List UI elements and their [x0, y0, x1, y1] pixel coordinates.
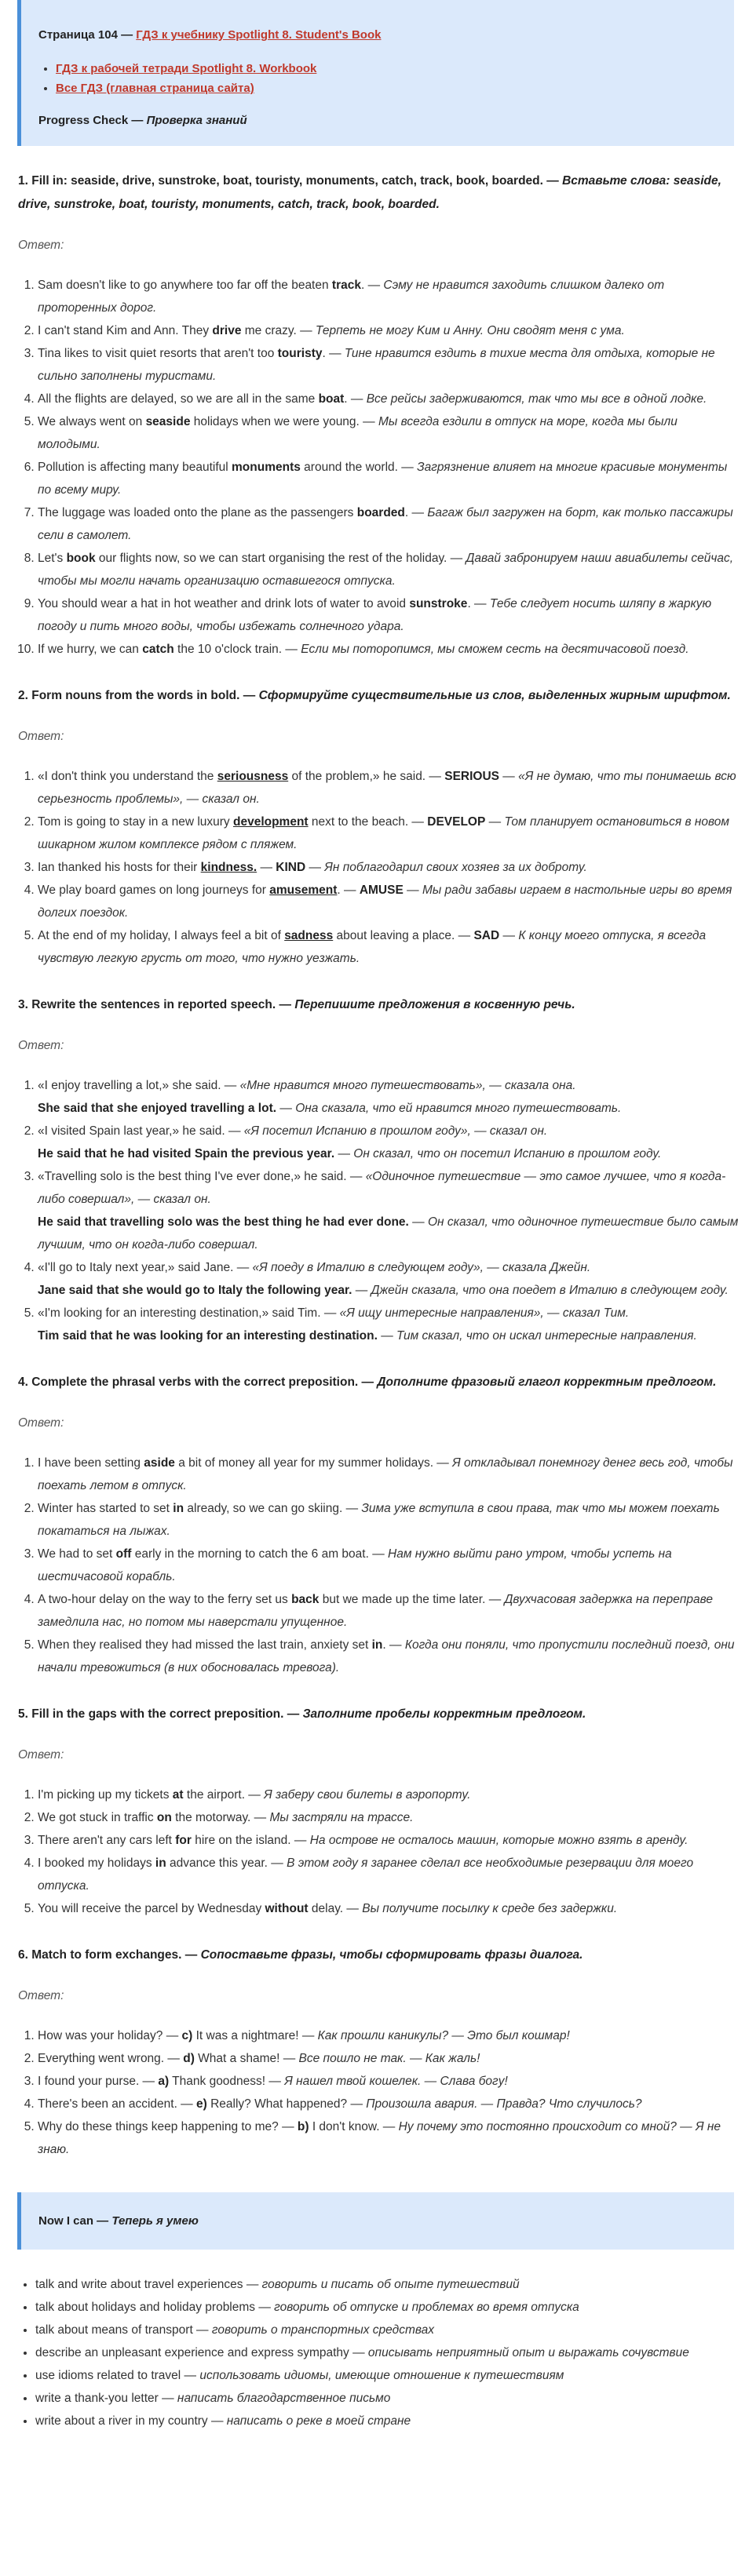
list-item: [38, 2070, 740, 2093]
translation: «Мне нравится много путешествовать», — сказала она.: [239, 1079, 576, 1092]
skill-ru: написать о реке в моей стране: [226, 2414, 411, 2428]
skill-ru: говорить и писать об опыте путешествий: [261, 2278, 520, 2291]
sentence-text: about leaving a place. —: [333, 929, 474, 942]
sentence-text: but we made up the time later. —: [319, 1593, 505, 1606]
keyword: AMUSE: [359, 884, 404, 897]
keyword: SAD: [473, 929, 500, 942]
skill-ru: написать благодарственное письмо: [177, 2392, 391, 2405]
sentence-text: the airport. —: [183, 1788, 265, 1802]
list-item: [35, 2341, 740, 2364]
sentence-text: . —: [322, 347, 345, 360]
answer-word: on: [156, 1811, 172, 1824]
sentence-text: We play board games on long journeys for: [38, 884, 270, 897]
sentence-text: next to the beach. —: [308, 815, 428, 829]
translation: К концу моего отпуска, я всегда чувствую легкую грусть от того, что нужно уезжать.: [38, 929, 707, 965]
sentence-text: Sam doesn't like to go anywhere too far off the beaten: [38, 279, 332, 292]
sentence-text: If we hurry, we can: [38, 643, 143, 656]
page-label: Страница 104 —: [38, 28, 137, 42]
list-item: [38, 319, 740, 342]
skill-en: use idioms related to travel —: [35, 2369, 200, 2382]
sentence-text: The luggage was loaded onto the plane as the passengers: [38, 506, 357, 519]
task-title-ru: Сопоставьте фразы, чтобы сформировать фразы диалога.: [200, 1948, 583, 1962]
answer-word: seaside: [145, 415, 191, 428]
answer-label: Ответ:: [18, 239, 64, 252]
reported-speech: Jane said that she would go to Italy the following year.: [38, 1284, 352, 1297]
translation: Ну почему это постоянно происходит со мной? — Я не знаю.: [38, 2120, 721, 2156]
skill-en: talk about holidays and holiday problems —: [35, 2301, 275, 2314]
header-link-item: [56, 78, 717, 98]
list-item: [35, 2319, 740, 2341]
keyword: KIND: [276, 861, 306, 874]
keyword: DEVELOP: [427, 815, 486, 829]
sentence-text: holidays when we were young. —: [190, 415, 378, 428]
task-5-title: [18, 1703, 740, 1726]
sentence-text: of the problem,» he said. —: [288, 770, 445, 783]
progress-check-en: Progress Check —: [38, 114, 147, 127]
translation: Багаж был загружен на борт, как только пассажиры сели в самолет.: [38, 506, 733, 542]
answer-word: off: [115, 1547, 132, 1561]
keyword: SERIOUS: [444, 770, 499, 783]
sentence-text: advance this year. —: [166, 1856, 287, 1870]
answer-word: book: [66, 552, 96, 565]
sentence-text: What a shame! —: [194, 2052, 299, 2065]
sentence-text: We got stuck in traffic: [38, 1811, 157, 1824]
skill-ru: описывать неприятный опыт и выражать сочувствие: [367, 2346, 689, 2359]
list-item: [38, 1543, 740, 1588]
translation: Тебе следует носить шляпу в жаркую погоду и пить много воды, чтобы избежать солнечного удара.: [38, 597, 712, 633]
sentence-text: All the flights are delayed, so we are all in the same: [38, 392, 319, 406]
sentence-text: around the world. —: [300, 461, 418, 474]
list-item: [38, 879, 740, 924]
sentence-text: delay. —: [308, 1902, 363, 1915]
dash: —: [499, 770, 519, 783]
translation: Как прошли каникулы? — Это был кошмар!: [317, 2029, 570, 2042]
sentence-text: It was a nightmare! —: [192, 2029, 318, 2042]
list-item: [38, 638, 740, 661]
sentence-text: . —: [404, 506, 428, 519]
list-item: [38, 1256, 740, 1302]
answer-word: at: [172, 1788, 184, 1802]
dash: —: [403, 884, 422, 897]
sentence-text: early in the morning to catch the 6 am boat. —: [131, 1547, 388, 1561]
task-title-ru: Заполните пробелы корректным предлогом.: [302, 1707, 586, 1721]
list-item: [38, 274, 740, 319]
list-item: [38, 592, 740, 638]
translation: Она сказала, что ей нравится много путешествовать.: [295, 1102, 622, 1115]
sentence-text: I found your purse. —: [38, 2075, 159, 2088]
translation: Сэму не нравится заходить слишком далеко от проторенных дорог.: [38, 279, 665, 315]
sentence-text: I'm picking up my tickets: [38, 1788, 173, 1802]
list-item: [38, 1452, 740, 1497]
translation: Все пошло не так. — Как жаль!: [298, 2052, 480, 2065]
sentence-text: Tom is going to stay in a new luxury: [38, 815, 233, 829]
answer-word: track: [331, 279, 361, 292]
sentence-text: At the end of my holiday, I always feel a bit of: [38, 929, 285, 942]
answer-word: d): [183, 2052, 195, 2065]
sentence-text: I booked my holidays: [38, 1856, 155, 1870]
list-item: [38, 856, 740, 879]
sentence-text: Winter has started to set: [38, 1502, 173, 1515]
list-item: [38, 1852, 740, 1897]
skill-en: talk about means of transport —: [35, 2323, 212, 2337]
sentence-text: . —: [360, 279, 384, 292]
translation: Он сказал, что одиночное путешествие было самым лучшим, что он когда-либо совершал.: [38, 1215, 739, 1252]
task-title-ru: Перепишите предложения в косвенную речь.: [294, 998, 575, 1011]
list-item: [38, 1784, 740, 1806]
sentence-text: Everything went wrong. —: [38, 2052, 184, 2065]
task-6-answers: [18, 2024, 740, 2161]
list-item: [38, 2115, 740, 2161]
sentence-text: Let's: [38, 552, 67, 565]
sentence-text: . —: [337, 884, 360, 897]
task-4-title: [18, 1371, 740, 1394]
translation: Давай забронируем наши авиабилеты сейчас, чтобы мы могли начать организацию оставшегося отпуска.: [38, 552, 734, 588]
list-item: [38, 456, 740, 501]
translation: Тине нравится ездить в тихие места для отдыха, которые не сильно заполнены туристами.: [38, 347, 715, 383]
list-item: [38, 2024, 740, 2047]
skill-en: talk and write about travel experiences —: [35, 2278, 262, 2291]
translation: «Я не думаю, что ты понимаешь всю серьезность проблемы», — сказал он.: [38, 770, 736, 806]
list-item: [38, 1588, 740, 1634]
list-item: [38, 2093, 740, 2115]
answer-word: monuments: [232, 461, 301, 474]
answer-word: drive: [212, 324, 242, 337]
sentence-text: We had to set: [38, 1547, 116, 1561]
list-item: [38, 1829, 740, 1852]
reported-speech: Tim said that he was looking for an interesting destination.: [38, 1329, 378, 1343]
task-5-answers: [18, 1784, 740, 1920]
task-title-en: 5. Fill in the gaps with the correct preposition. —: [18, 1707, 303, 1721]
now-i-can-ru: Теперь я умею: [111, 2214, 199, 2228]
translation: Том планирует остановиться в новом шикарном жилом комплексе рядом с пляжем.: [38, 815, 730, 851]
answer-label: Ответ:: [18, 1748, 64, 1762]
answer-word: back: [291, 1593, 320, 1606]
task-4-answers: [18, 1452, 740, 1679]
sentence-text: Ian thanked his hosts for their: [38, 861, 201, 874]
answer-word: boat: [318, 392, 345, 406]
task-1-answers: [18, 274, 740, 661]
translation: Вы получите посылку к среде без задержки.: [362, 1902, 618, 1915]
translation: Все рейсы задерживаются, так что мы все в одной лодке.: [366, 392, 707, 406]
translation: Нам нужно выйти рано утром, чтобы успеть на шестичасовой корабль.: [38, 1547, 672, 1583]
translation: Мы всегда ездили в отпуск на море, когда мы были молодыми.: [38, 415, 677, 451]
progress-check-ru: Проверка знаний: [146, 114, 247, 127]
answer-word: aside: [144, 1456, 175, 1470]
translation: Джейн сказала, что она поедет в Италию в следующем году.: [371, 1284, 729, 1297]
translation: «Я посетил Испанию в прошлом году», — сказал он.: [243, 1124, 548, 1138]
list-item: [38, 1074, 740, 1120]
sentence-text: the motorway. —: [171, 1811, 270, 1824]
translation: Ян поблагодарил своих хозяев за их доброту.: [324, 861, 587, 874]
list-item: [38, 1120, 740, 1165]
now-i-can-box: [17, 2192, 734, 2250]
list-item: [38, 1634, 740, 1679]
translation: Мы ради забавы играем в настольные игры во время долгих поездок.: [38, 884, 732, 920]
header-info-box: [17, 0, 734, 146]
sentence-text: You should wear a hat in hot weather and drink lots of water to avoid: [38, 597, 410, 610]
translation: Терпеть не могу Kим и Анну. Они сводят меня с ума.: [315, 324, 625, 337]
translation: Двухчасовая задержка на переправе замедлила нас, но потом мы наверстали упущенное.: [38, 1593, 713, 1629]
sentence-text: We always went on: [38, 415, 146, 428]
page-heading: [38, 24, 717, 46]
task-1-title: [18, 169, 740, 217]
sentence-text: How was your holiday? —: [38, 2029, 182, 2042]
sentence-text: You will receive the parcel by Wednesday: [38, 1902, 265, 1915]
translation: Тим сказал, что он искал интересные направления.: [396, 1329, 697, 1343]
translation: «Одиночное путешествие — это самое лучшее, что я когда-либо совершал», — сказал он.: [38, 1170, 726, 1206]
task-3-title: [18, 993, 740, 1017]
sentence-text: Pollution is affecting many beautiful: [38, 461, 232, 474]
skill-ru: говорить о транспортных средствах: [211, 2323, 434, 2337]
answer-word: sadness: [284, 929, 334, 942]
answer-word: catch: [142, 643, 174, 656]
sentence-text: I don't know. —: [309, 2120, 399, 2133]
answer-word: boarded: [356, 506, 405, 519]
skill-ru: использовать идиомы, имеющие отношение к путешествиям: [199, 2369, 564, 2382]
answer-word: seriousness: [217, 770, 289, 783]
sentence-text: the 10 o'clock train. —: [173, 643, 301, 656]
answer-word: without: [265, 1902, 309, 1915]
list-item: [38, 1897, 740, 1920]
translation: Я нашел твой кошелек. — Слава богу!: [284, 2075, 508, 2088]
progress-check-title: [38, 109, 717, 132]
translation: Произошла авария. — Правда? Что случилось?: [366, 2097, 642, 2111]
translation: Загрязнение влияет на многие красивые монументы по всему миру.: [38, 461, 728, 497]
list-item: [38, 501, 740, 547]
skill-en: write about a river in my country —: [35, 2414, 227, 2428]
direct-speech: «I visited Spain last year,» he said. —: [38, 1124, 244, 1138]
list-item: [38, 2047, 740, 2070]
list-item: [38, 547, 740, 592]
translation: «Я ищу интересные направления», — сказал Тим.: [339, 1306, 630, 1320]
list-item: [38, 1302, 740, 1347]
answer-word: in: [173, 1502, 184, 1515]
list-item: [35, 2273, 740, 2296]
dash: —: [408, 1215, 428, 1229]
task-title-ru: Вставьте слова: seaside, drive, sunstroke, boat, touristy, monuments, catch, track, book, boarded.: [18, 174, 721, 211]
list-item: [38, 1165, 740, 1256]
sentence-text: Tina likes to visit quiet resorts that aren't too: [38, 347, 278, 360]
sentence-text: . —: [344, 392, 367, 406]
list-item: [38, 1497, 740, 1543]
answer-label: Ответ:: [18, 1416, 64, 1430]
translation: Когда они поняли, что пропустили последний поезд, они начали тревожиться (в них обосновалась тревога).: [38, 1638, 735, 1674]
skill-en: write a thank-you letter —: [35, 2392, 177, 2405]
answer-word: e): [196, 2097, 207, 2111]
sentence-text: There aren't any cars left: [38, 1834, 176, 1847]
task-title-en: 6. Match to form exchanges. —: [18, 1948, 201, 1962]
dash: —: [305, 861, 325, 874]
reported-speech: She said that she enjoyed travelling a lot.: [38, 1102, 277, 1115]
list-item: [38, 1806, 740, 1829]
list-item: [38, 811, 740, 856]
task-title-en: 4. Complete the phrasal verbs with the correct preposition. —: [18, 1375, 378, 1389]
answer-word: c): [181, 2029, 193, 2042]
list-item: [35, 2410, 740, 2432]
answer-word: in: [155, 1856, 166, 1870]
task-title-en: 3. Rewrite the sentences in reported speech. —: [18, 998, 295, 1011]
answer-word: development: [232, 815, 309, 829]
sentence-text: A two-hour delay on the way to the ferry set us: [38, 1593, 292, 1606]
answer-word: a): [158, 2075, 170, 2088]
list-item: [38, 342, 740, 388]
list-item: [38, 924, 740, 970]
task-title-en: 1. Fill in: seaside, drive, sunstroke, boat, touristy, monuments, catch, track, book, boarded. —: [18, 174, 563, 188]
task-title-ru: Сформируйте существительные из слов, выделенных жирным шрифтом.: [258, 689, 731, 702]
now-i-can-list: [18, 2273, 740, 2432]
translation: Если мы поторопимся, мы сможем сесть на десятичасовой поезд.: [301, 643, 689, 656]
direct-speech: «Travelling solo is the best thing I've ever done,» he said. —: [38, 1170, 366, 1183]
answer-word: sunstroke: [409, 597, 468, 610]
answer-label: Ответ:: [18, 1039, 64, 1052]
list-item: [38, 765, 740, 811]
skill-en: describe an unpleasant experience and express sympathy —: [35, 2346, 368, 2359]
dash: —: [485, 815, 505, 829]
list-item: [38, 410, 740, 456]
translation: Я откладывал понемногу денег весь год, чтобы поехать летом в отпуск.: [38, 1456, 733, 1492]
sentence-text: There's been an accident. —: [38, 2097, 196, 2111]
sentence-text: When they realised they had missed the last train, anxiety set: [38, 1638, 372, 1652]
answer-label: Ответ:: [18, 730, 64, 743]
translation: На острове не осталось машин, которые можно взять в аренду.: [309, 1834, 688, 1847]
now-i-can-en: Now I can —: [38, 2214, 112, 2228]
translation: В этом году я заранее сделал все необходимые резервации для моего отпуска.: [38, 1856, 694, 1893]
sentence-text: Really? What happened? —: [206, 2097, 367, 2111]
answer-word: kindness.: [200, 861, 257, 874]
task-2-title: [18, 684, 740, 708]
header-link-item: [56, 59, 717, 78]
sentence-text: Thank goodness! —: [169, 2075, 285, 2088]
task-3-answers: [18, 1074, 740, 1347]
sentence-text: hire on the island. —: [191, 1834, 310, 1847]
reported-speech: He said that travelling solo was the best thing he had ever done.: [38, 1215, 409, 1229]
answer-label: Ответ:: [18, 1989, 64, 2002]
all-gdz-link[interactable]: Все ГДЗ (главная страница сайта): [56, 82, 254, 95]
header-links: [38, 59, 717, 98]
dash: —: [499, 929, 519, 942]
dash: —: [276, 1102, 296, 1115]
list-item: [38, 388, 740, 410]
skill-ru: говорить об отпуске и проблемах во время отпуска: [274, 2301, 579, 2314]
translation: Я заберу свои билеты в аэропорту.: [264, 1788, 471, 1802]
translation: Зима уже вступила в свои права, так что мы можем поехать покататься на лыжах.: [38, 1502, 720, 1538]
direct-speech: «I'll go to Italy next year,» said Jane. —: [38, 1261, 253, 1274]
dash: —: [377, 1329, 397, 1343]
task-title-en: 2. Form nouns from the words in bold. —: [18, 689, 259, 702]
sentence-text: a bit of money all year for my summer holidays. —: [174, 1456, 453, 1470]
workbook-link[interactable]: ГДЗ к рабочей тетради Spotlight 8. Workbook: [56, 62, 317, 75]
sentence-text: our flights now, so we can start organising the rest of the holiday. —: [95, 552, 466, 565]
sentence-text: I can't stand Kim and Ann. They: [38, 324, 213, 337]
task-2-answers: [18, 765, 740, 970]
direct-speech: «I enjoy travelling a lot,» she said. —: [38, 1079, 240, 1092]
direct-speech: «I'm looking for an interesting destination,» said Tim. —: [38, 1306, 340, 1320]
answer-word: b): [297, 2120, 309, 2133]
sentence-text: already, so we can go skiing. —: [184, 1502, 362, 1515]
sentence-text: I have been setting: [38, 1456, 144, 1470]
sentence-text: . —: [467, 597, 490, 610]
task-6-title: [18, 1944, 740, 1967]
reported-speech: He said that he had visited Spain the previous year.: [38, 1147, 335, 1160]
translation: Он сказал, что он посетил Испанию в прошлом году.: [353, 1147, 662, 1160]
sentence-text: —: [257, 861, 276, 874]
answer-word: touristy: [277, 347, 323, 360]
sentence-text: me crazy. —: [241, 324, 316, 337]
list-item: [35, 2364, 740, 2387]
sentence-text: . —: [382, 1638, 405, 1652]
answer-word: in: [371, 1638, 383, 1652]
translation: «Я поеду в Италию в следующем году», — сказала Джейн.: [252, 1261, 591, 1274]
list-item: [35, 2387, 740, 2410]
answer-word: amusement: [269, 884, 338, 897]
dash: —: [352, 1284, 371, 1297]
task-title-ru: Дополните фразовый глагол корректным предлогом.: [377, 1375, 717, 1389]
sentence-text: «I don't think you understand the: [38, 770, 217, 783]
sentence-text: Why do these things keep happening to me? —: [38, 2120, 298, 2133]
list-item: [35, 2296, 740, 2319]
students-book-link[interactable]: ГДЗ к учебнику Spotlight 8. Student's Book: [136, 28, 382, 42]
translation: Мы застряли на трассе.: [269, 1811, 414, 1824]
dash: —: [334, 1147, 354, 1160]
answer-word: for: [175, 1834, 192, 1847]
